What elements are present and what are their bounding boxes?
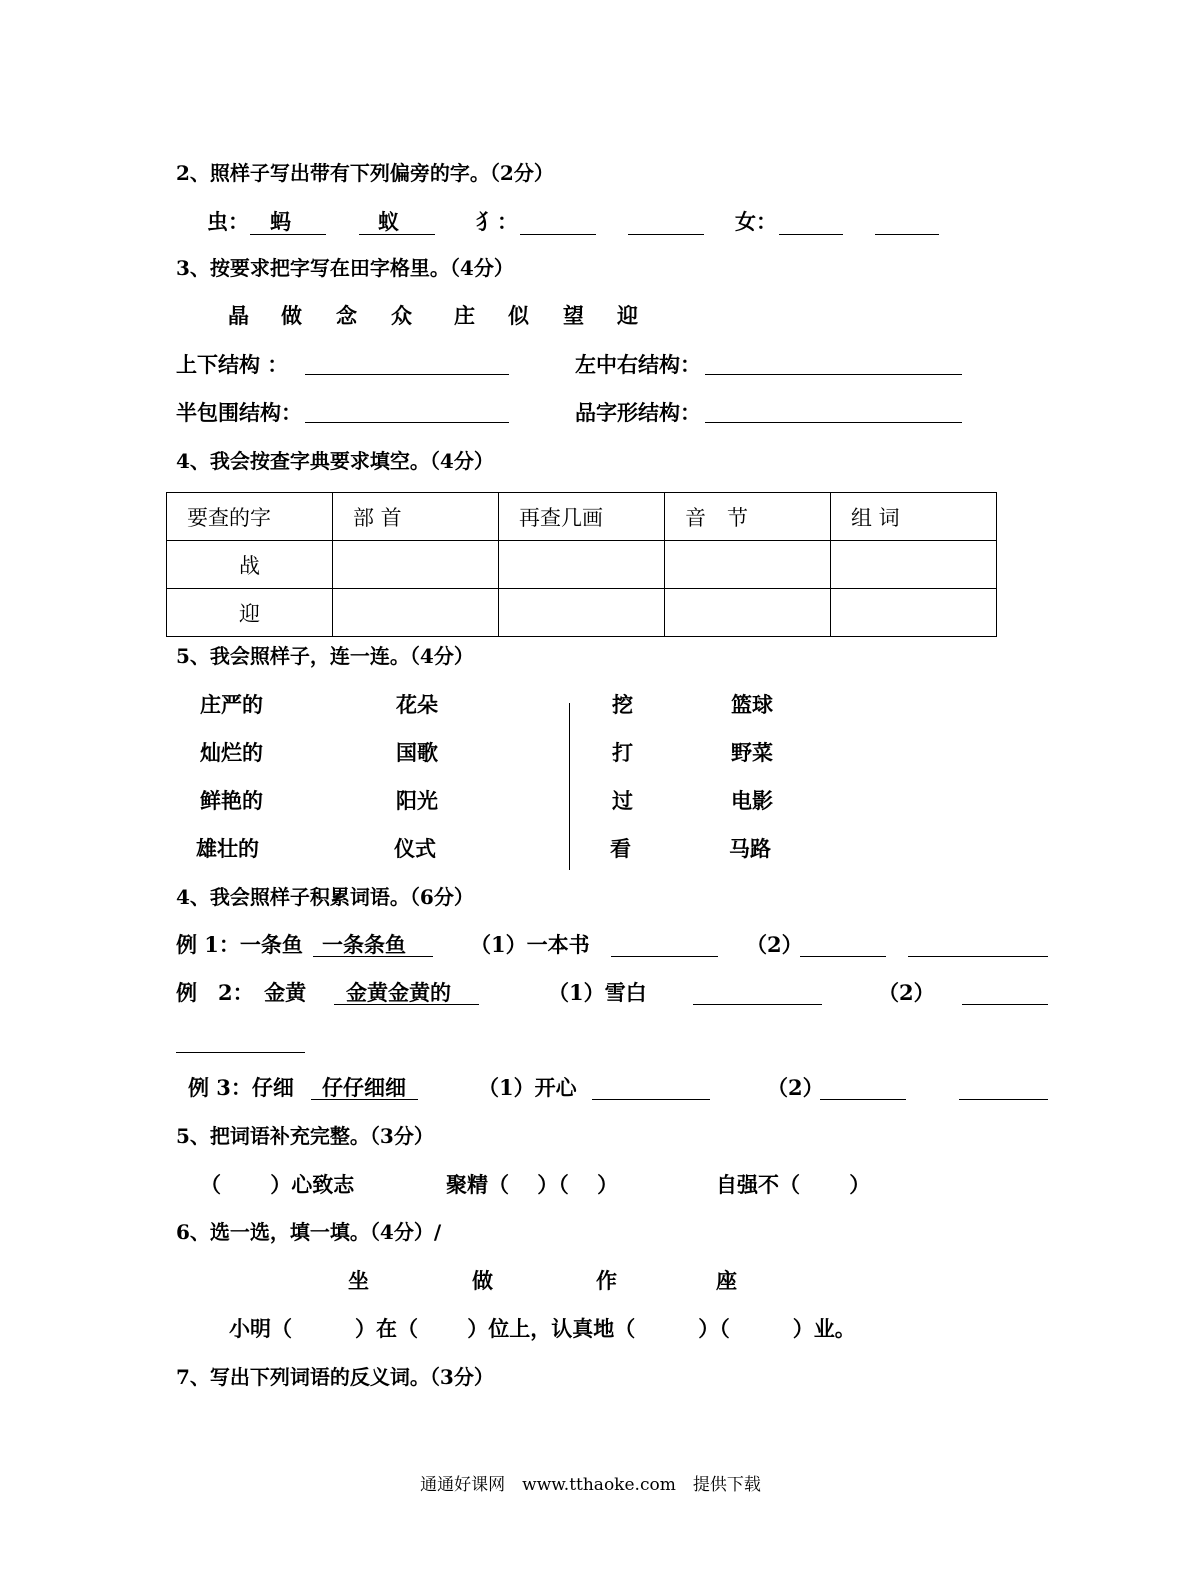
- table-cell: 战: [167, 541, 333, 589]
- answer-line: [520, 234, 596, 235]
- table-row: [167, 493, 997, 541]
- char: 庄: [454, 303, 475, 328]
- example-answer-2: 蚁: [378, 209, 399, 234]
- match-right-b[interactable]: 篮球: [731, 692, 773, 717]
- answer-line: [611, 956, 718, 957]
- table-cell-blank[interactable]: [333, 589, 499, 637]
- char: 似: [508, 303, 529, 328]
- match-right-a[interactable]: 过: [612, 788, 633, 813]
- q7-title: 7、写出下列词语的反义词。（3分）: [176, 1365, 494, 1389]
- answer-line: [305, 422, 509, 423]
- match-left-b[interactable]: 花朵: [396, 692, 438, 717]
- footer-credit: 通通好课网 www.tthaoke.com 提供下载: [420, 1475, 761, 1495]
- match-right-b[interactable]: 马路: [729, 836, 771, 861]
- answer-line: [359, 234, 435, 235]
- example-1-label: 例 1：一条鱼: [176, 932, 303, 957]
- answer-line: [800, 956, 886, 957]
- table-cell-blank[interactable]: [831, 589, 997, 637]
- match-left-b[interactable]: 仪式: [394, 836, 436, 861]
- match-right-b[interactable]: 电影: [731, 788, 773, 813]
- char: 望: [563, 303, 584, 328]
- answer-line: [779, 234, 843, 235]
- radical-insect: 虫：: [207, 209, 249, 234]
- divider: [569, 703, 570, 870]
- answer-line: [313, 956, 433, 957]
- match-left-b[interactable]: 阳光: [396, 788, 438, 813]
- answer-line: [305, 374, 509, 375]
- fill-sentence: 小明（ ）在（ ）位上，认真地（ ）（ ）业。: [229, 1316, 856, 1341]
- q5-idiom-title: 5、把词语补充完整。（3分）: [176, 1124, 434, 1148]
- category-label: 上下结构 ：: [176, 352, 289, 377]
- example-1-q1: （1）一本书: [470, 932, 590, 957]
- dictionary-table: [166, 492, 997, 637]
- idiom-item: 聚精（ ）（ ）: [446, 1172, 619, 1197]
- example-2-answer: 金黄金黄的: [346, 980, 451, 1005]
- table-cell-blank[interactable]: [831, 541, 997, 589]
- match-right-a[interactable]: 看: [610, 836, 631, 861]
- example-1-answer: 一条条鱼: [322, 932, 406, 957]
- answer-line: [705, 422, 962, 423]
- table-row: [167, 541, 997, 589]
- radical-dog: 犭：: [476, 209, 518, 234]
- char: 迎: [617, 303, 638, 328]
- answer-line: [628, 234, 704, 235]
- q2-title: 2、照样子写出带有下列偏旁的字。（2分）: [176, 161, 554, 185]
- example-3-label: 例 3：仔细: [188, 1075, 294, 1100]
- q5-match-title: 5、我会照样子，连一连。（4分）: [176, 644, 474, 668]
- answer-line: [250, 234, 326, 235]
- table-header: 要查的字: [167, 493, 333, 541]
- category-label: 品字形结构：: [575, 400, 701, 425]
- char: 众: [391, 303, 412, 328]
- answer-line: [334, 1004, 479, 1005]
- char: 晶: [228, 303, 249, 328]
- example-2-q2: （2）: [878, 980, 935, 1005]
- table-row: [167, 589, 997, 637]
- table-cell-blank[interactable]: [665, 541, 831, 589]
- choice-char: 座: [716, 1268, 737, 1293]
- table-header: 部 首: [333, 493, 499, 541]
- match-right-a[interactable]: 打: [612, 740, 633, 765]
- answer-line: [693, 1004, 822, 1005]
- idiom-item: 自强不（ ）: [716, 1172, 871, 1197]
- idiom-item: （ ）心致志: [200, 1172, 355, 1197]
- table-header: 组 词: [831, 493, 997, 541]
- answer-line: [962, 1004, 1048, 1005]
- match-left-b[interactable]: 国歌: [396, 740, 438, 765]
- example-2-label: 例 2： 金黄: [176, 980, 307, 1005]
- table-header: 再查几画: [499, 493, 665, 541]
- match-left-a[interactable]: 雄壮的: [196, 836, 259, 861]
- q3-title: 3、按要求把字写在田字格里。（4分）: [176, 256, 514, 280]
- answer-line: [820, 1099, 906, 1100]
- choice-char: 作: [596, 1268, 617, 1293]
- match-left-a[interactable]: 庄严的: [200, 692, 263, 717]
- example-3-q2: （2）: [767, 1075, 824, 1100]
- table-header: 音 节: [665, 493, 831, 541]
- answer-line: [959, 1099, 1048, 1100]
- table-cell-blank[interactable]: [499, 541, 665, 589]
- choice-char: 做: [472, 1268, 493, 1293]
- q4-words-title: 4、我会照样子积累词语。（6分）: [176, 885, 474, 909]
- match-right-b[interactable]: 野菜: [731, 740, 773, 765]
- match-left-a[interactable]: 鲜艳的: [200, 788, 263, 813]
- q6-title: 6、选一选，填一填。（4分）/: [176, 1220, 442, 1244]
- example-2-q1: （1）雪白: [548, 980, 647, 1005]
- category-label: 半包围结构：: [176, 400, 302, 425]
- table-cell-blank[interactable]: [499, 589, 665, 637]
- answer-line: [705, 374, 962, 375]
- table-cell: 迎: [167, 589, 333, 637]
- match-right-a[interactable]: 挖: [612, 692, 633, 717]
- choice-char: 坐: [348, 1268, 369, 1293]
- char: 做: [281, 303, 302, 328]
- answer-line: [875, 234, 939, 235]
- category-label: 左中右结构：: [575, 352, 701, 377]
- answer-line: [176, 1052, 305, 1053]
- example-answer-1: 蚂: [270, 209, 291, 234]
- char: 念: [336, 303, 357, 328]
- example-3-answer: 仔仔细细: [322, 1075, 406, 1100]
- radical-woman: 女：: [735, 209, 777, 234]
- match-left-a[interactable]: 灿烂的: [200, 740, 263, 765]
- q4-dict-title: 4、我会按查字典要求填空。（4分）: [176, 449, 494, 473]
- table-cell-blank[interactable]: [333, 541, 499, 589]
- answer-line: [592, 1099, 710, 1100]
- answer-line: [311, 1099, 418, 1100]
- example-3-q1: （1）开心: [478, 1075, 577, 1100]
- table-cell-blank[interactable]: [665, 589, 831, 637]
- example-1-q2: （2）: [746, 932, 803, 957]
- answer-line: [908, 956, 1048, 957]
